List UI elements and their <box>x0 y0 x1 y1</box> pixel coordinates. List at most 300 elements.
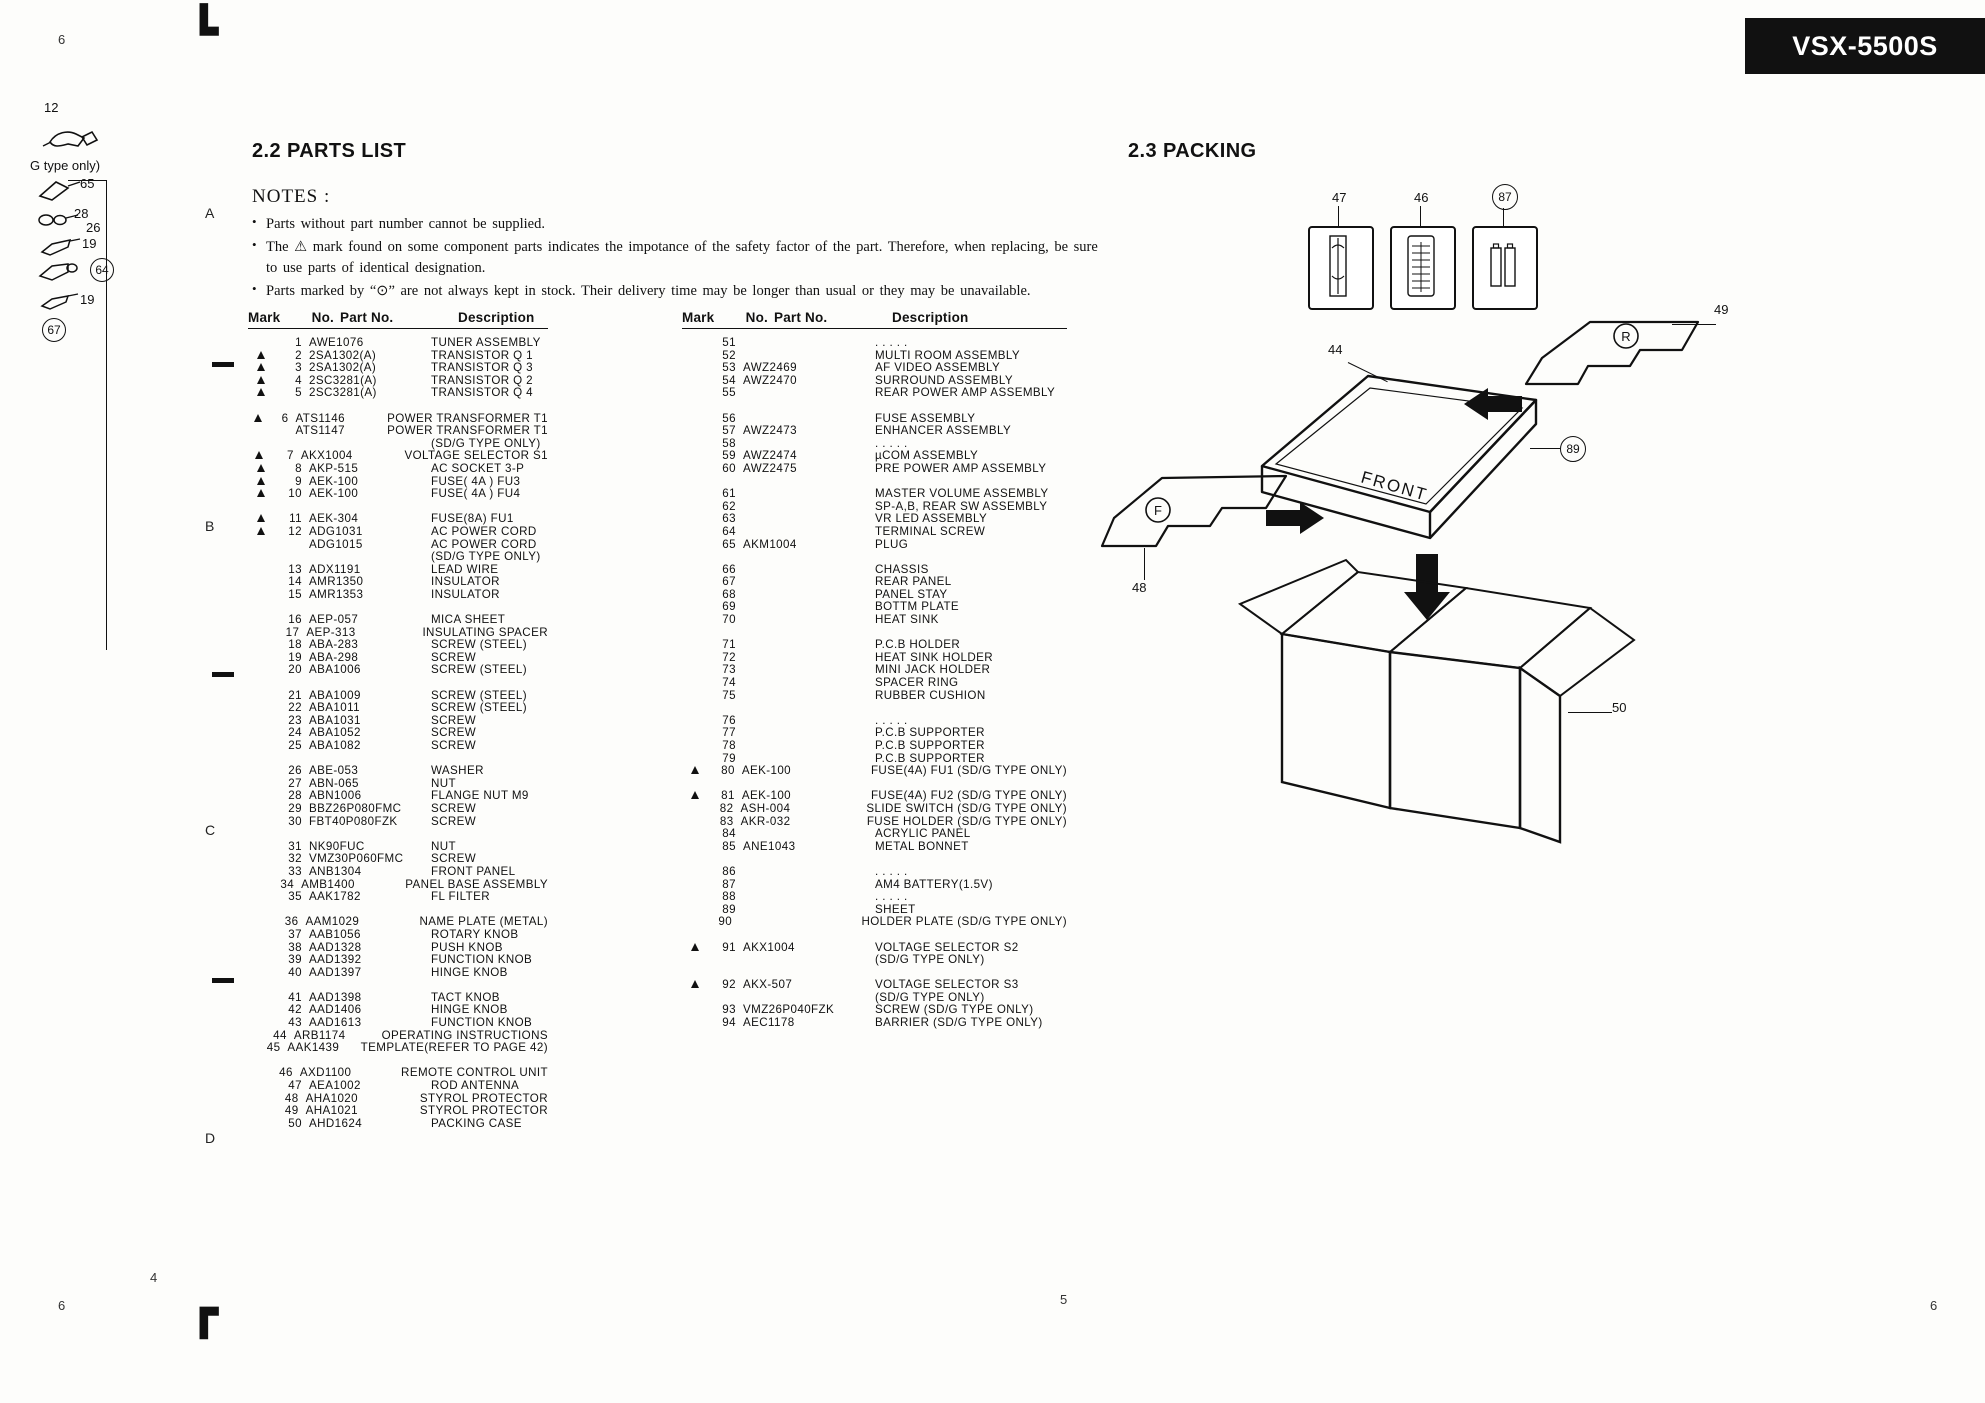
packing-callout-49: 49 <box>1714 302 1729 317</box>
part-number-index: 80 <box>721 764 735 778</box>
part-description: BARRIER (SD/G TYPE ONLY) <box>875 1016 1043 1030</box>
part-number: AEP-313 <box>306 625 356 639</box>
part-number-index: 57 <box>722 424 736 438</box>
part-description: SCREW <box>431 650 477 664</box>
part-number-index: 51 <box>722 336 736 349</box>
table-row <box>248 1042 548 1055</box>
part-number-index: 75 <box>722 688 736 702</box>
page-number-bottom-left-outer: 6 <box>58 1298 66 1313</box>
part-number-index: 13 <box>288 562 302 576</box>
part-description: . . . . . <box>875 890 908 904</box>
part-description: TACT KNOB <box>431 990 500 1004</box>
part-number: AWZ2470 <box>743 373 797 387</box>
part-description: (SD/G TYPE ONLY) <box>875 990 985 1004</box>
accessory-box-remote-control <box>1390 226 1456 310</box>
table-row <box>682 614 1067 627</box>
part-number: AKR-032 <box>740 814 791 828</box>
part-number: AAD1392 <box>309 953 362 967</box>
part-number-index: 50 <box>288 1116 302 1130</box>
part-number-index: 76 <box>722 713 736 727</box>
part-number-index: 6 <box>281 411 289 425</box>
leader-50 <box>1568 712 1612 713</box>
part-number-index: 32 <box>288 852 302 866</box>
part-description: NUT <box>431 839 457 853</box>
notes-list <box>252 214 1102 302</box>
part-description: REAR POWER AMP ASSEMBLY <box>875 386 1056 400</box>
table-row <box>682 866 1067 879</box>
part-number-index: 69 <box>722 600 736 614</box>
part-number: FBT40P080FZK <box>309 814 398 828</box>
part-description: CHASSIS <box>875 562 929 576</box>
crop-mark-bottom-left: ┏ <box>190 1285 218 1337</box>
part-number-index: 92 <box>722 978 736 992</box>
part-number: ABN1006 <box>309 789 362 803</box>
warning-triangle-icon <box>257 464 265 472</box>
part-number-index: 88 <box>722 890 736 904</box>
warning-triangle-icon <box>257 376 265 384</box>
table-row <box>248 891 548 904</box>
table-row <box>682 828 1067 841</box>
part-number: AEK-100 <box>741 789 792 803</box>
safety-mark <box>682 790 707 803</box>
part-description: HINGE KNOB <box>431 965 508 979</box>
part-description: SURROUND ASSEMBLY <box>875 373 1014 387</box>
warning-triangle-icon <box>257 514 265 522</box>
header-no: No. <box>745 310 768 325</box>
warning-triangle-icon <box>257 527 265 535</box>
part-number-index: 33 <box>288 864 302 878</box>
part-number: AKM1004 <box>743 537 797 551</box>
part-number: AWZ2474 <box>743 449 797 463</box>
part-number-index: 9 <box>295 474 302 488</box>
part-number-index: 35 <box>288 890 302 904</box>
safety-mark <box>248 488 274 501</box>
part-description: OPERATING INSTRUCTIONS <box>381 1028 548 1042</box>
part-number: AEK-304 <box>309 512 359 526</box>
edge-letter-c: C <box>205 822 216 838</box>
part-number-index: 43 <box>288 1016 302 1030</box>
part-number-index: 83 <box>719 814 734 828</box>
table-row <box>682 891 1067 904</box>
table-row <box>682 387 1067 400</box>
part-description: SCREW (STEEL) <box>431 638 528 652</box>
part-description: (SD/G TYPE ONLY) <box>875 953 985 967</box>
packing-label-87: 87 <box>1492 184 1518 210</box>
part-number: ABN-065 <box>309 776 359 790</box>
part-number-index: 8 <box>295 461 302 475</box>
part-number-index: 40 <box>288 965 302 979</box>
part-description: P.C.B HOLDER <box>875 638 961 652</box>
part-number-index: 48 <box>284 1091 299 1105</box>
part-number-index: 17 <box>285 625 300 639</box>
part-number-index: 52 <box>722 348 736 362</box>
part-number-index: 2 <box>295 348 302 362</box>
table-row <box>248 1017 548 1030</box>
header-description: Description <box>892 310 969 325</box>
part-number: ADG1031 <box>309 524 363 538</box>
part-description: TRANSISTOR Q 1 <box>431 348 534 362</box>
table-row-spacer <box>682 551 1067 564</box>
parts-table-column-2 <box>682 310 1067 1030</box>
table-row <box>248 765 548 778</box>
part-description: TRANSISTOR Q 3 <box>431 361 534 375</box>
leader-47 <box>1338 206 1339 226</box>
part-description: MULTI ROOM ASSEMBLY <box>875 348 1021 362</box>
part-description: P.C.B SUPPORTER <box>875 739 985 752</box>
part-number: NK90FUC <box>309 839 365 853</box>
part-description: INSULATOR <box>431 575 500 589</box>
part-number: AHA1021 <box>305 1104 359 1118</box>
part-description: PANEL STAY <box>875 587 948 601</box>
part-number-index: 38 <box>288 940 302 954</box>
part-number-index: 73 <box>722 663 736 677</box>
terminal-screw-icon <box>32 256 92 284</box>
part-description: HEAT SINK <box>875 613 939 627</box>
packing-illustration <box>1100 190 1960 900</box>
edge-tick-1 <box>212 362 234 367</box>
edge-letter-d: D <box>205 1130 216 1146</box>
part-description: µCOM ASSEMBLY <box>875 449 979 463</box>
table-row <box>682 1017 1067 1030</box>
part-number: 2SC3281(A) <box>309 386 377 400</box>
part-description: AF VIDEO ASSEMBLY <box>875 361 1001 375</box>
warning-triangle-icon <box>691 791 699 799</box>
safety-mark <box>682 765 707 778</box>
battery-icon <box>1474 228 1532 304</box>
part-number: AHD1624 <box>309 1116 363 1130</box>
part-number: ABA1031 <box>309 713 361 727</box>
parts-table-header-2 <box>682 310 1067 329</box>
part-number: ABA-283 <box>309 638 359 652</box>
part-number-index: 60 <box>722 461 736 475</box>
warning-triangle-icon <box>257 477 265 485</box>
part-number: AAB1056 <box>309 927 361 941</box>
part-number-index: 59 <box>722 449 736 463</box>
table-row <box>248 551 548 564</box>
part-number-index: 67 <box>722 575 736 589</box>
part-number-index: 7 <box>287 449 294 463</box>
part-number-index: 45 <box>266 1041 281 1055</box>
part-description: PLUG <box>875 537 909 551</box>
part-number: AHA1020 <box>305 1091 359 1105</box>
svg-text:R: R <box>1621 329 1631 344</box>
table-row <box>248 740 548 753</box>
part-number-index: 37 <box>288 927 302 941</box>
part-number-index: 34 <box>280 877 295 891</box>
part-number: AAK1439 <box>287 1041 340 1055</box>
header-no: No. <box>311 310 334 325</box>
part-description: SCREW <box>431 726 477 740</box>
safety-mark <box>248 375 274 388</box>
part-number-index: 61 <box>722 487 736 501</box>
fragment-label-67: 67 <box>42 318 66 342</box>
part-number-index: 74 <box>722 676 736 690</box>
fragment-frame-line <box>106 180 107 650</box>
part-number: AEP-057 <box>309 613 359 627</box>
part-number: ABE-053 <box>309 764 359 778</box>
rod-antenna-icon <box>1310 228 1368 304</box>
part-number: AEK-100 <box>309 474 359 488</box>
part-number: AAD1328 <box>309 940 362 954</box>
part-number-index: 29 <box>288 801 302 815</box>
part-number-index: 11 <box>289 512 302 526</box>
parts-table-column-1 <box>248 310 548 1130</box>
part-number: ABA1006 <box>309 663 361 677</box>
model-badge: VSX-5500S <box>1745 18 1985 74</box>
svg-text:F: F <box>1154 503 1162 518</box>
part-number-index: 23 <box>288 713 302 727</box>
leader-49 <box>1672 324 1716 325</box>
part-number: ANB1304 <box>309 864 362 878</box>
part-description: VOLTAGE SELECTOR S2 <box>875 940 1019 954</box>
edge-letter-b: B <box>205 518 215 534</box>
part-number-index: 89 <box>722 902 736 916</box>
part-number-index: 20 <box>288 663 302 677</box>
part-number: ATS1147 <box>295 424 345 438</box>
fragment-label-26: 26 <box>86 220 101 235</box>
part-number-index: 26 <box>288 764 302 778</box>
part-number: AAD1397 <box>309 965 362 979</box>
table-row <box>248 803 548 816</box>
part-number-index: 25 <box>288 739 302 752</box>
part-number-index: 19 <box>288 650 302 664</box>
packing-label-47: 47 <box>1332 190 1347 205</box>
note-item-1: • Parts without part number cannot be supplied. <box>252 214 1102 235</box>
part-number-index: 70 <box>722 613 736 627</box>
part-description: FUSE( 4A ) FU4 <box>431 487 521 501</box>
table-row-spacer <box>248 979 548 992</box>
part-number: ABA1011 <box>309 701 360 715</box>
table-row <box>248 866 548 879</box>
part-description: FUNCTION KNOB <box>431 1016 533 1030</box>
part-number: ABA1009 <box>309 688 361 702</box>
part-description: SPACER RING <box>875 676 959 690</box>
part-number: BBZ26P080FMC <box>309 801 402 815</box>
part-number-index: 53 <box>722 361 736 375</box>
part-number: AWZ2469 <box>743 361 797 375</box>
part-description: METAL BONNET <box>875 839 969 853</box>
plug-icon <box>34 176 88 202</box>
notes-heading: NOTES : <box>252 186 331 207</box>
part-number: AXD1100 <box>299 1066 352 1080</box>
table-row <box>248 702 548 715</box>
part-number-index: 85 <box>722 839 736 853</box>
part-number-index: 78 <box>722 739 736 752</box>
part-description: SLIDE SWITCH (SD/G TYPE ONLY) <box>866 801 1067 815</box>
part-description: BOTTM PLATE <box>875 600 960 614</box>
part-number-index: 31 <box>288 839 302 853</box>
part-number: AKX1004 <box>300 449 353 463</box>
safety-mark <box>248 362 274 375</box>
part-number-index: 21 <box>288 688 302 702</box>
part-number: AKX1004 <box>743 940 795 954</box>
warning-triangle-icon <box>257 489 265 497</box>
parts-table-header-1 <box>248 310 548 329</box>
part-number: ARB1174 <box>293 1028 346 1042</box>
part-description: ROTARY KNOB <box>431 927 519 941</box>
part-description: TRANSISTOR Q 2 <box>431 373 534 387</box>
safety-mark <box>682 942 708 955</box>
leader-46 <box>1420 206 1421 226</box>
crop-mark-top-left: ┗ <box>190 5 218 57</box>
part-description: FL FILTER <box>431 890 490 904</box>
table-row <box>682 765 1067 778</box>
part-description: HINGE KNOB <box>431 1003 508 1017</box>
part-number-index: 90 <box>718 915 733 929</box>
part-description: AM4 BATTERY(1.5V) <box>875 877 993 891</box>
part-number: AEK-100 <box>741 764 792 778</box>
table-row <box>682 740 1067 753</box>
part-number: AAK1782 <box>309 890 361 904</box>
part-description: FLANGE NUT M9 <box>431 789 529 803</box>
part-number: 2SA1302(A) <box>309 361 377 375</box>
table-row <box>682 337 1067 350</box>
part-description: FUSE ASSEMBLY <box>875 411 976 425</box>
table-row <box>682 803 1067 816</box>
notes-block <box>252 186 1102 304</box>
safety-mark <box>248 450 270 463</box>
part-number-index: 16 <box>288 613 302 627</box>
table-row <box>248 664 548 677</box>
part-number-index: 71 <box>722 638 736 652</box>
part-description: INSULATOR <box>431 587 500 601</box>
part-number-index: 49 <box>284 1104 299 1118</box>
part-description: FUSE(4A) FU2 (SD/G TYPE ONLY) <box>870 789 1067 803</box>
table-row <box>248 954 548 967</box>
table-row-spacer <box>682 702 1067 715</box>
part-number: ANE1043 <box>743 839 796 853</box>
table-row <box>682 841 1067 854</box>
part-number: AWE1076 <box>309 336 364 349</box>
part-number: AKP-515 <box>309 461 359 475</box>
part-number-index: 30 <box>288 814 302 828</box>
part-number: AKX-507 <box>743 978 793 992</box>
part-number-index: 36 <box>284 915 299 929</box>
packing-callout-44: 44 <box>1328 342 1343 357</box>
part-number-index: 82 <box>719 801 734 815</box>
part-number-index: 28 <box>288 789 302 803</box>
table-row <box>248 337 548 350</box>
part-number-index: 12 <box>288 524 302 538</box>
part-number-index: 64 <box>722 524 736 538</box>
part-description: ROD ANTENNA <box>431 1079 520 1093</box>
table-row <box>682 539 1067 552</box>
part-number: AEC1178 <box>743 1016 795 1030</box>
table-row <box>682 576 1067 589</box>
part-number-index: 56 <box>722 411 736 425</box>
table-row <box>248 463 548 476</box>
edge-tick-2 <box>212 672 234 677</box>
part-description: TRANSISTOR Q 4 <box>431 386 534 400</box>
screw-icon-b <box>34 290 90 314</box>
part-number: 2SA1302(A) <box>309 348 377 362</box>
safety-mark <box>248 526 274 539</box>
safety-mark <box>248 413 268 426</box>
leader-48 <box>1144 548 1145 580</box>
part-number: ADX1191 <box>309 562 361 576</box>
part-description: TEMPLATE(REFER TO PAGE 42) <box>360 1041 549 1055</box>
table-row <box>248 1080 548 1093</box>
ac-cord-icon <box>38 120 108 160</box>
part-description: REAR PANEL <box>875 575 952 589</box>
part-description: PACKING CASE <box>431 1116 522 1130</box>
part-description: NAME PLATE (METAL) <box>419 915 548 929</box>
part-description: PANEL BASE ASSEMBLY <box>405 877 548 891</box>
arrow-left-icon <box>1460 386 1530 432</box>
fragment-label-64: 64 <box>90 258 114 282</box>
safety-mark <box>248 463 274 476</box>
edge-letter-a: A <box>205 205 215 221</box>
part-number-index: 87 <box>722 877 736 891</box>
table-row <box>248 1105 548 1118</box>
part-number: AMR1353 <box>309 587 364 601</box>
part-description: SCREW <box>431 739 477 752</box>
part-description: SCREW <box>431 852 477 866</box>
part-number-index: 47 <box>288 1079 302 1093</box>
table-row <box>682 677 1067 690</box>
leader-87 <box>1503 208 1504 226</box>
warning-triangle-icon <box>691 980 699 988</box>
table-row-spacer <box>248 828 548 841</box>
part-number-index: 14 <box>288 575 302 589</box>
part-description: SCREW <box>431 713 477 727</box>
table-row <box>682 690 1067 703</box>
warning-triangle-icon <box>254 414 262 422</box>
part-number-index: 18 <box>288 638 302 652</box>
part-number-index: 77 <box>722 726 736 740</box>
part-number: AAD1406 <box>309 1003 362 1017</box>
part-number: AMB1400 <box>301 877 355 891</box>
part-description: . . . . . <box>875 436 908 450</box>
part-number-index: 84 <box>722 827 736 841</box>
part-number-index: 91 <box>722 940 736 954</box>
fragment-label-65: 65 <box>80 176 95 191</box>
part-number: VMZ30P060FMC <box>309 852 404 866</box>
part-number-index: 27 <box>288 776 302 790</box>
warning-triangle-icon <box>257 388 265 396</box>
fragment-label-19-a: 19 <box>82 236 97 251</box>
part-number-index: 46 <box>279 1066 293 1080</box>
part-description: MINI JACK HOLDER <box>875 663 991 677</box>
table-row <box>248 1118 548 1131</box>
table-row <box>682 488 1067 501</box>
part-description: TERMINAL SCREW <box>875 524 986 538</box>
part-description: SCREW (STEEL) <box>431 701 528 715</box>
accessory-box-battery <box>1472 226 1538 310</box>
table-row-spacer <box>248 677 548 690</box>
part-description: POWER TRANSFORMER T1 <box>387 424 548 438</box>
part-description: SCREW <box>431 801 477 815</box>
part-number-index: 5 <box>295 386 302 400</box>
table-row <box>248 362 548 375</box>
header-mark: Mark <box>248 310 281 325</box>
page-number-bottom-center: 5 <box>1060 1292 1068 1307</box>
table-row <box>248 526 548 539</box>
safety-mark <box>248 476 274 489</box>
part-number-index: 39 <box>288 953 302 967</box>
part-number: AMR1350 <box>309 575 364 589</box>
leader-89 <box>1530 448 1560 449</box>
part-number-index: 58 <box>722 436 736 450</box>
part-number: ADG1015 <box>309 537 363 551</box>
arrow-right-icon <box>1260 500 1330 546</box>
table-row <box>248 614 548 627</box>
part-number: AEA1002 <box>309 1079 361 1093</box>
svg-text:FRONT: FRONT <box>1358 467 1431 505</box>
part-description: FUNCTION KNOB <box>431 953 533 967</box>
table-row <box>682 639 1067 652</box>
part-number: AWZ2473 <box>743 424 797 438</box>
